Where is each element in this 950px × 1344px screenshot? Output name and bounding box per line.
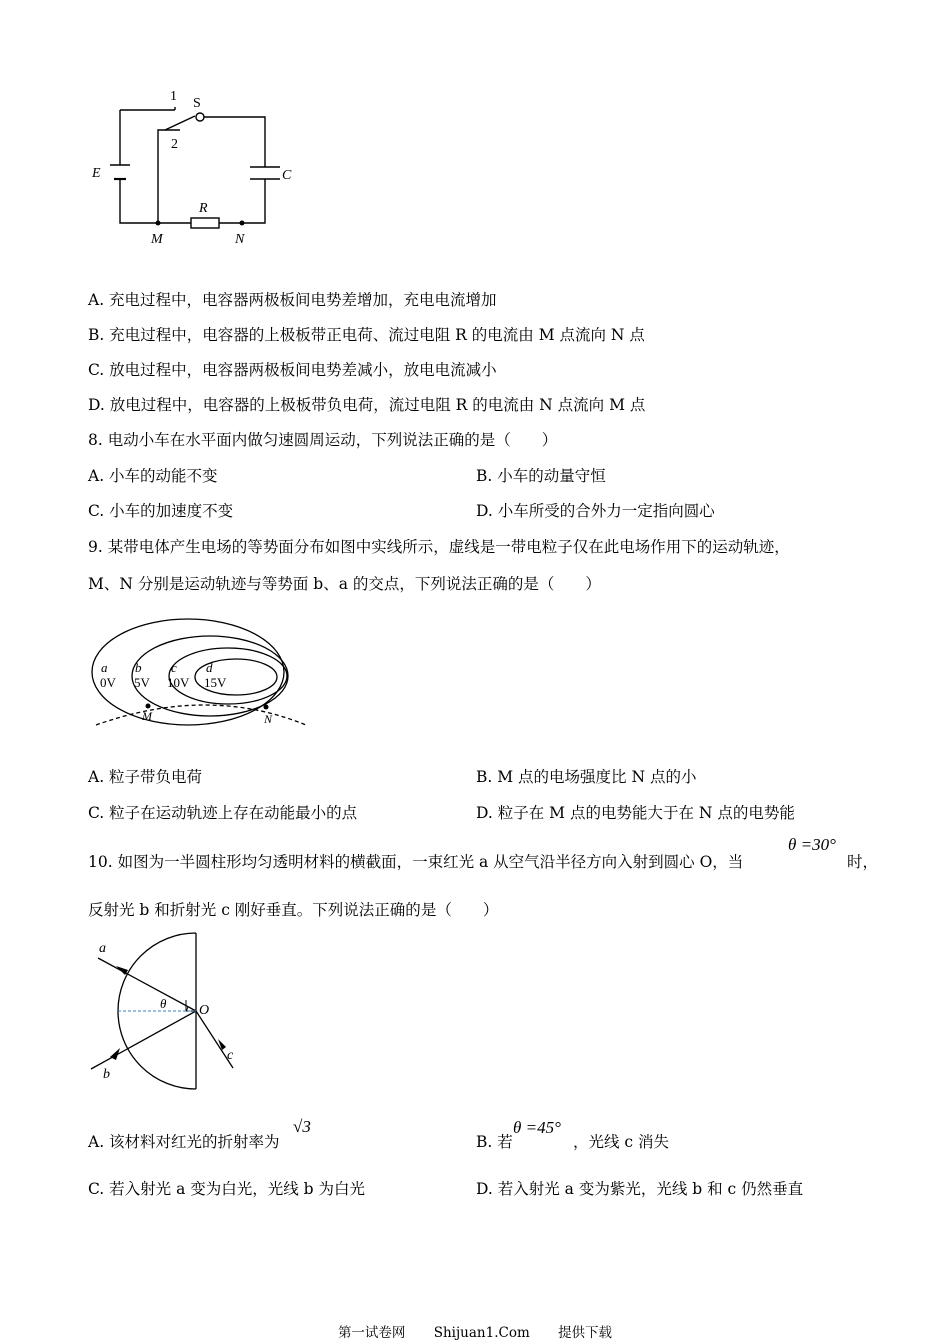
q7-option-d: D. 放电过程中，电容器的上极板带负电荷，流过电阻 R 的电流由 N 点流向 M 点 xyxy=(88,396,646,414)
q9-option-c: C. 粒子在运动轨迹上存在动能最小的点 xyxy=(88,804,358,822)
surface-a-voltage: 0V xyxy=(100,675,116,690)
center-o-label: O xyxy=(199,1003,210,1018)
q7-option-a: A. 充电过程中，电容器两极板间电势差增加，充电电流增加 xyxy=(88,291,497,309)
ray-b-label: b xyxy=(103,1067,110,1082)
sqrt3-formula: √3 xyxy=(293,1117,311,1136)
resistor-r-label: R xyxy=(199,201,208,216)
q10-option-c: C. 若入射光 a 变为白光，光线 b 为白光 xyxy=(88,1180,366,1198)
point-m-label: M xyxy=(151,232,163,247)
q9-option-b: B. M 点的电场强度比 N 点的小 xyxy=(476,768,697,786)
surface-b-name: b xyxy=(135,660,142,675)
q8-option-a: A. 小车的动能不变 xyxy=(88,467,218,485)
q10-option-d: D. 若入射光 a 变为紫光，光线 b 和 c 仍然垂直 xyxy=(476,1180,804,1198)
footer-site-url: Shijuan1.Com xyxy=(433,1325,530,1341)
q7-option-b: B. 充电过程中，电容器的上极板带正电荷、流过电阻 R 的电流由 M 点流向 N 点 xyxy=(88,326,645,344)
surface-c-voltage: 10V xyxy=(167,675,190,690)
switch-pos-2-label: 2 xyxy=(171,137,178,152)
page-footer xyxy=(0,1325,950,1341)
q10-stem-line1-end: 时， xyxy=(847,853,879,871)
surface-c-name: c xyxy=(171,660,177,675)
footer-download-text: 提供下载 xyxy=(558,1325,613,1341)
point-n-label: N xyxy=(235,232,245,247)
q10-option-a: A. 该材料对红光的折射率为 xyxy=(88,1133,280,1151)
theta-label: θ xyxy=(160,996,167,1011)
switch-pos-1-label: 1 xyxy=(170,89,177,104)
surface-d-voltage: 15V xyxy=(204,675,227,690)
q9-option-d: D. 粒子在 M 点的电势能大于在 N 点的电势能 xyxy=(476,804,795,822)
semicircle-diagram xyxy=(88,928,248,1093)
theta-45-formula: θ =45° xyxy=(513,1118,561,1137)
surface-d-name: d xyxy=(206,660,213,675)
q10-stem-line2: 反射光 b 和折射光 c 刚好垂直。下列说法正确的是（ ） xyxy=(88,901,499,919)
switch-s-label: S xyxy=(193,96,201,111)
surface-b-voltage: 5V xyxy=(134,675,150,690)
q8-option-d: D. 小车所受的合外力一定指向圆心 xyxy=(476,502,715,520)
q9-option-a: A. 粒子带负电荷 xyxy=(88,768,203,786)
ray-a-label: a xyxy=(99,941,106,956)
q8-option-b: B. 小车的动量守恒 xyxy=(476,467,606,485)
q10-option-b-prefix: B. 若 xyxy=(476,1133,513,1151)
surface-a-name: a xyxy=(101,660,108,675)
capacitor-c-label: C xyxy=(282,168,292,183)
circuit-figure xyxy=(85,85,300,250)
ray-c-label: c xyxy=(227,1048,234,1063)
battery-e-label: E xyxy=(92,166,101,181)
point-m-label: M xyxy=(142,709,152,723)
q10-stem-line1: 10. 如图为一半圆柱形均匀透明材料的横截面，一束红光 a 从空气沿半径方向入射到圆心 O，当 xyxy=(88,853,744,871)
q10-option-b-suffix: ，光线 c 消失 xyxy=(573,1133,670,1151)
q7-option-c: C. 放电过程中，电容器两极板间电势差减小，放电电流减小 xyxy=(88,361,497,379)
q9-stem-line1: 9. 某带电体产生电场的等势面分布如图中实线所示，虚线是一带电粒子仅在此电场作用下的运动轨迹， xyxy=(88,538,790,556)
footer-site-name: 第一试卷网 xyxy=(337,1325,406,1341)
q8-option-c: C. 小车的加速度不变 xyxy=(88,502,234,520)
equipotential-diagram xyxy=(88,610,313,735)
q8-stem: 8. 电动小车在水平面内做匀速圆周运动，下列说法正确的是（ ） xyxy=(88,431,558,449)
point-n-label: N xyxy=(264,712,273,726)
semicircle-figure xyxy=(88,928,248,1093)
q9-stem-line2: M、N 分别是运动轨迹与等势面 b、a 的交点，下列说法正确的是（ ） xyxy=(88,575,601,593)
equipotential-figure xyxy=(88,610,313,735)
circuit-diagram xyxy=(85,85,300,250)
theta-30-formula: θ =30° xyxy=(788,835,836,854)
